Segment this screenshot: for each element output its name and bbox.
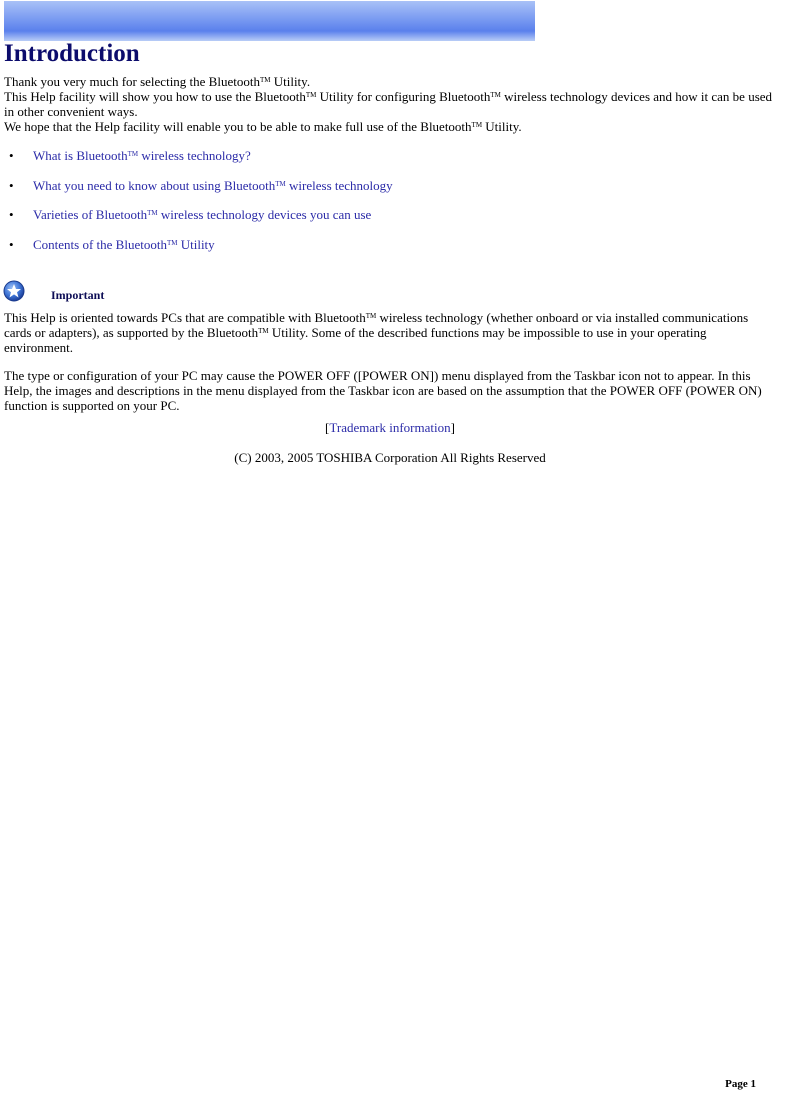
bullet: • — [9, 237, 14, 253]
intro-text-span: Utility for configuring Bluetooth — [316, 89, 491, 104]
list-item — [4, 146, 393, 176]
trademark-link[interactable]: Trademark information — [329, 420, 451, 435]
tm-mark: TM — [305, 91, 317, 99]
link-text: What is Bluetooth — [33, 148, 128, 163]
topic-link-list — [4, 146, 393, 265]
list-item — [4, 205, 393, 235]
intro-text-span: wireless technology devices and how it can be used in other convenient ways. — [4, 89, 773, 119]
page-number: Page 1 — [725, 1078, 756, 1090]
tm-mark: TM — [258, 327, 269, 335]
topic-link-what-you-need-to-know[interactable] — [33, 178, 393, 193]
link-text: Varieties of Bluetooth — [33, 207, 148, 223]
bullet: • — [9, 177, 14, 193]
link-text: wireless technology — [285, 177, 393, 193]
important-body — [4, 310, 774, 426]
tm-mark: TM — [365, 312, 377, 320]
header-banner — [4, 1, 535, 41]
intro-line-1 — [4, 74, 784, 89]
bullet: • — [9, 148, 14, 163]
intro-text-span: Utility. — [482, 119, 522, 134]
page-title: Introduction — [4, 40, 140, 67]
tm-mark: TM — [259, 76, 271, 84]
tm-mark: TM — [275, 179, 286, 188]
link-text: wireless technology? — [138, 148, 251, 163]
topic-link-varieties-of-devices[interactable] — [33, 207, 371, 222]
intro-line-3 — [4, 119, 784, 134]
copyright-notice: (C) 2003, 2005 TOSHIBA Corporation All Rights Reserved — [234, 450, 546, 465]
link-text: wireless technology devices you can use — [157, 207, 372, 223]
intro-text-span: Utility. — [270, 74, 311, 89]
link-text: Utility — [177, 237, 215, 253]
list-item — [4, 235, 393, 265]
bracket: [ — [325, 420, 330, 435]
trademark-line — [0, 420, 780, 436]
topic-link-contents-of-utility[interactable] — [33, 237, 215, 252]
tm-mark: TM — [471, 121, 483, 129]
link-text: What you need to know about using Bluetooth — [33, 177, 276, 193]
intro-text-span: This Help facility will show you how to use the Bluetooth — [4, 89, 306, 104]
important-text-span: wireless technology (whether onboard or via installed communications cards or adapters), as supported by the Bluetooth — [4, 310, 749, 340]
important-heading — [3, 280, 403, 304]
important-paragraph-2: The type or configuration of your PC may cause the POWER OFF ([POWER ON]) menu displayed from the Taskbar icon not to appear. In this Help, the images and descriptions in the menu displayed from the Taskbar icon are based on the assumption that the POWER OFF (POWER ON) function is supported on your PC. — [4, 368, 762, 413]
topic-link-what-is-bluetooth[interactable] — [33, 148, 251, 163]
tm-mark: TM — [490, 91, 501, 99]
bracket: ] — [450, 420, 455, 435]
important-label: Important — [51, 288, 105, 302]
star-badge-icon — [3, 280, 25, 302]
list-item — [4, 176, 393, 206]
important-text-span: This Help is oriented towards PCs that are compatible with Bluetooth — [4, 310, 366, 325]
bullet: • — [9, 207, 14, 223]
tm-mark: TM — [127, 150, 139, 158]
important-text-span: Utility. Some of the described functions may be impossible to use in your operating environment. — [4, 325, 707, 355]
tm-mark: TM — [147, 209, 158, 218]
intro-text-span: We hope that the Help facility will enable you to be able to make full use of the Bluetooth — [4, 119, 472, 134]
intro-text-span: Thank you very much for selecting the Bluetooth — [4, 74, 260, 89]
intro-line-2 — [4, 89, 784, 119]
link-text: Contents of the Bluetooth — [33, 237, 167, 253]
important-paragraph-1 — [4, 310, 774, 355]
intro-text — [4, 74, 784, 134]
tm-mark: TM — [166, 239, 178, 248]
